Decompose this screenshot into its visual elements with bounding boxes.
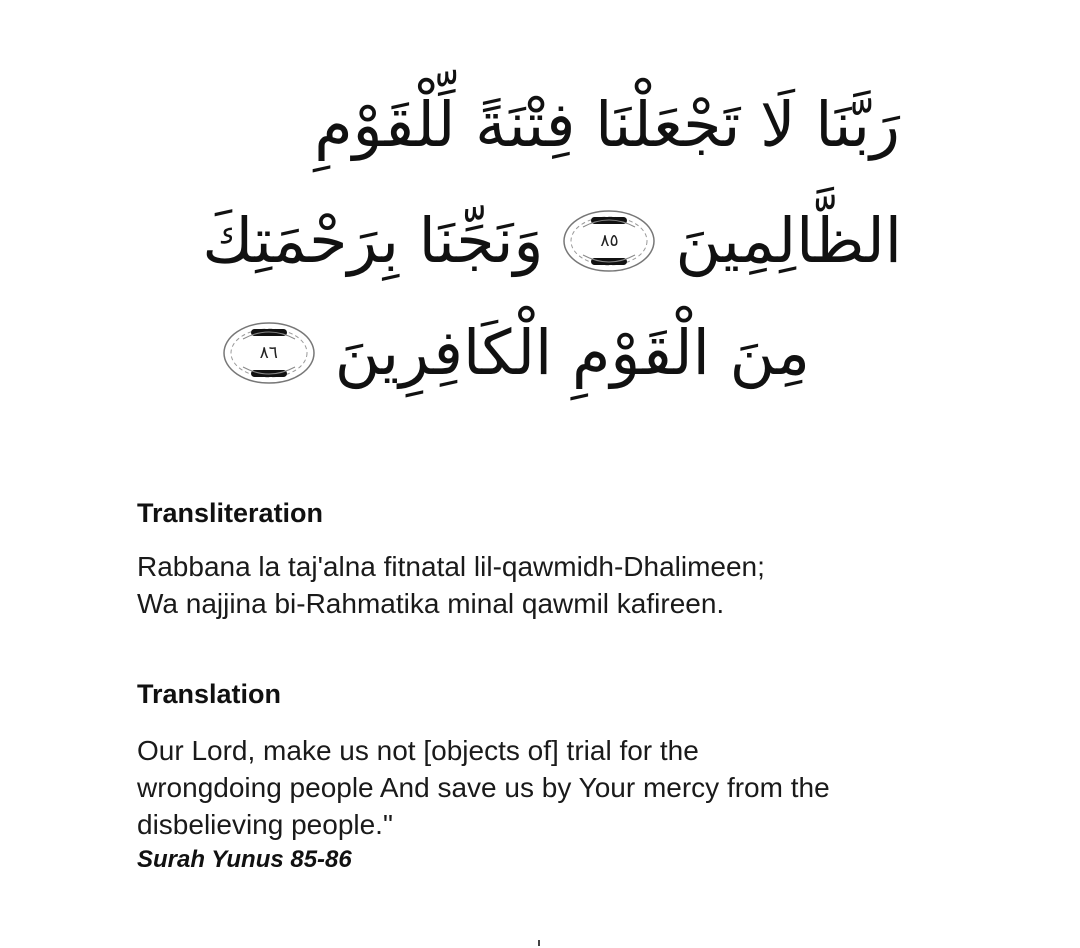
ayah-marker-86 [221, 317, 317, 389]
transliteration-line-2: Wa najjina bi-Rahmatika minal qawmil kafireen. [137, 588, 725, 619]
translation-line-1: Our Lord, make us not [objects of] trial for the [137, 735, 699, 766]
arabic-text: وَنَجِّنَا بِرَحْمَتِكَ [202, 204, 544, 277]
arabic-text: الظَّالِمِينَ [675, 204, 902, 277]
transliteration-heading: Transliteration [137, 498, 324, 528]
ayah-marker-85 [561, 205, 657, 277]
ayah-number: ٨٦ [259, 343, 278, 363]
translation-line-3: disbelieving people." [137, 809, 393, 840]
ayah-number: ٨٥ [600, 231, 619, 251]
transliteration-line-1: Rabbana la taj'alna fitnatal lil-qawmidh-Dhalimeen; [137, 551, 765, 582]
arabic-text: مِنَ الْقَوْمِ الْكَافِرِينَ [334, 316, 810, 389]
arabic-line-3 [0, 298, 810, 408]
translation-text [137, 732, 957, 843]
arabic-verse-block [120, 70, 960, 440]
bottom-mark [538, 940, 540, 946]
arabic-text: رَبَّنَا لَا تَجْعَلْنَا فِتْنَةً لِّلْقَوْمِ [314, 88, 900, 161]
translation-heading: Translation [137, 679, 282, 709]
translation-line-2: wrongdoing people And save us by Your mercy from the [137, 772, 830, 803]
surah-reference: Surah Yunus 85-86 [137, 846, 352, 873]
transliteration-text [137, 548, 957, 622]
arabic-line-1 [60, 70, 900, 180]
arabic-line-2 [62, 186, 902, 296]
